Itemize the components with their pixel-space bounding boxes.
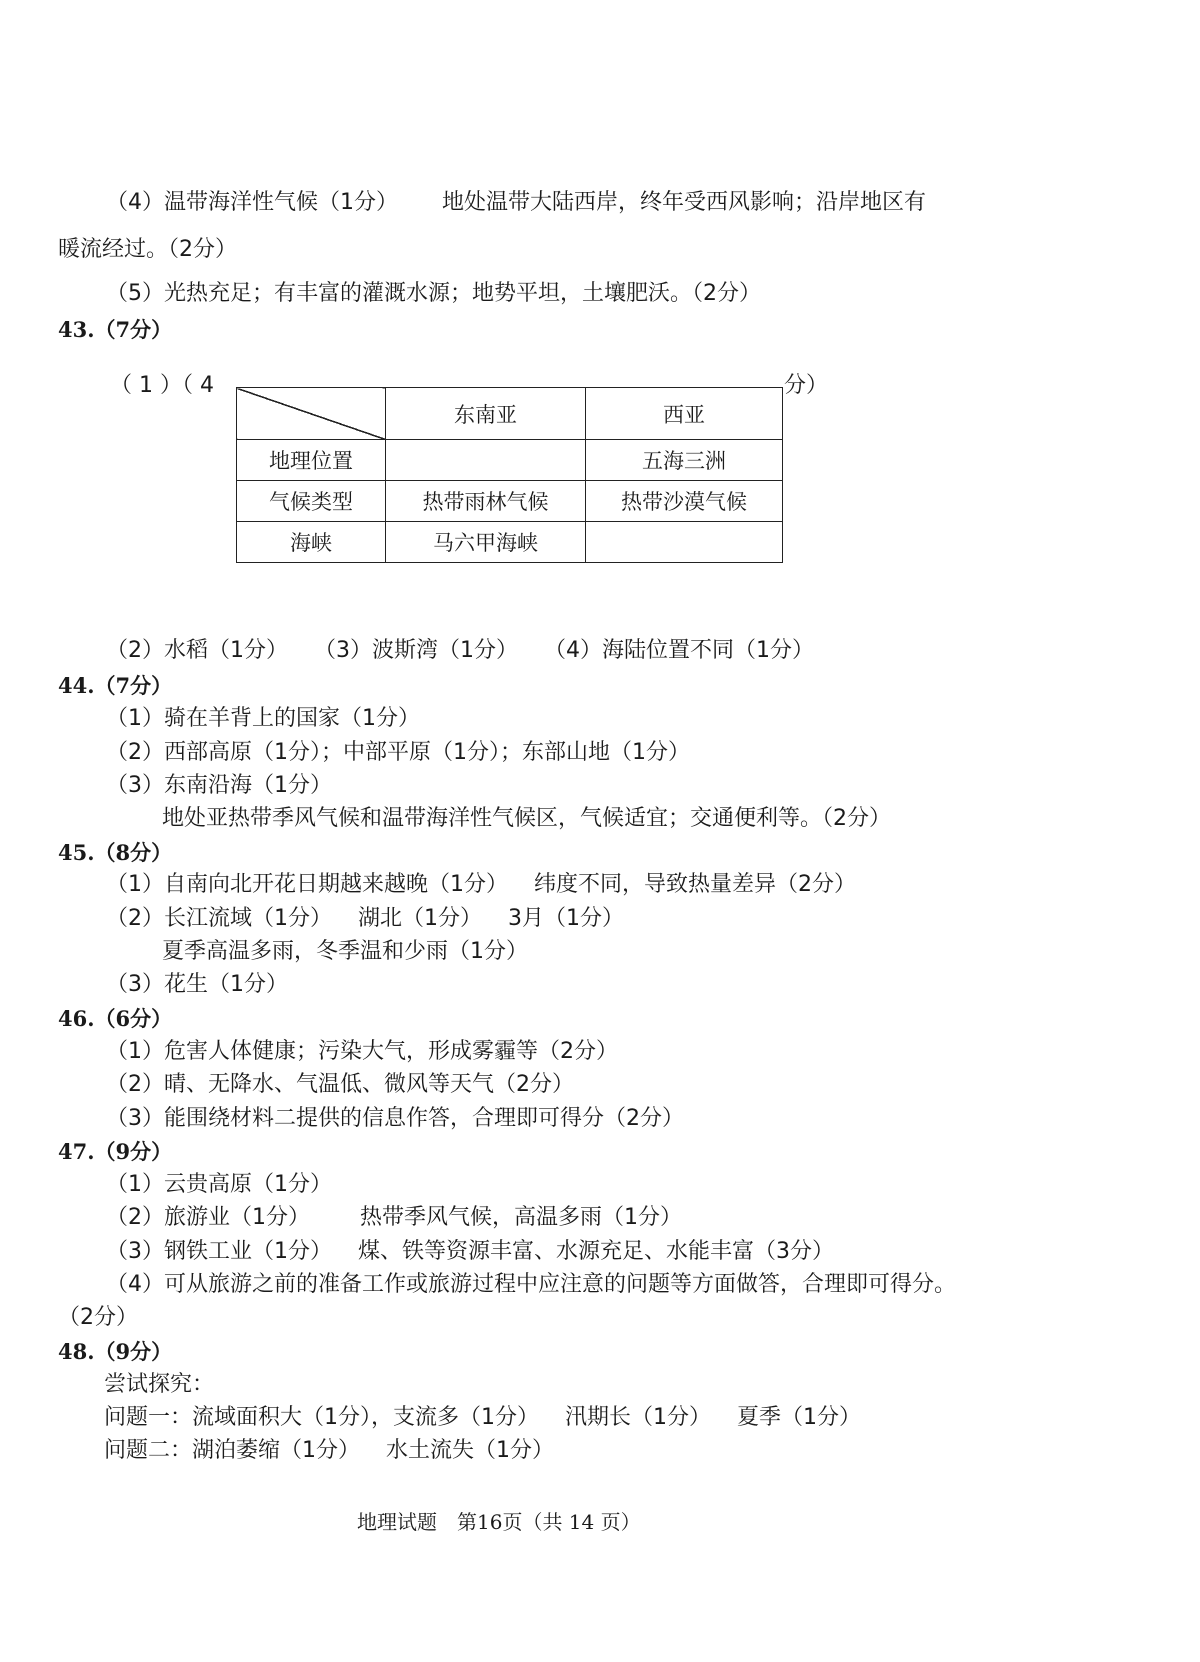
q48-heading: 48.（9分）	[58, 1339, 173, 1364]
q47-item-2	[106, 1203, 682, 1233]
table-cell	[386, 440, 586, 481]
q47-item-2-a: （2）旅游业（1分）	[106, 1205, 310, 1230]
q45-item-1-answer: （1）自南向北开花日期越来越晚（1分）	[106, 872, 508, 897]
q45-item-2	[106, 904, 624, 934]
table-cell: 热带雨林气候	[386, 481, 586, 522]
q42-item-4-reason: 地处温带大陆西岸，终年受西风影响；沿岸地区有	[442, 190, 927, 215]
q42-item-4-answer: （4）温带海洋性气候（1分）	[106, 190, 398, 215]
q44-item-2: （2）西部高原（1分）；中部平原（1分）；东部山地（1分）	[106, 740, 690, 765]
q47-item-4-score: （2分）	[58, 1305, 138, 1330]
q48-question-1-b: 汛期长（1分）	[565, 1405, 711, 1430]
q43-heading: 43.（7分）	[58, 317, 173, 342]
q43-item-3: （3）波斯湾（1分）	[314, 638, 518, 663]
q48-question-2	[104, 1436, 554, 1466]
q43-items-2-4	[106, 636, 814, 666]
q42-item-4-continued: 暖流经过。（2分）	[58, 237, 237, 262]
q46-heading: 46.（6分）	[58, 1006, 173, 1031]
q47-item-4: （4）可从旅游之前的准备工作或旅游过程中应注意的问题等方面做答，合理即可得分。	[106, 1272, 956, 1297]
table-row	[237, 522, 783, 563]
q48-question-1-a: 问题一：流域面积大（1分），支流多（1分）	[104, 1405, 539, 1430]
q48-question-1-c: 夏季（1分）	[737, 1405, 861, 1430]
table-corner-cell	[237, 388, 386, 440]
table-cell: 五海三洲	[586, 440, 783, 481]
q46-item-1: （1）危害人体健康；污染大气，形成雾霾等（2分）	[106, 1039, 618, 1064]
q44-item-1: （1）骑在羊背上的国家（1分）	[106, 706, 420, 731]
q43-item-1-suffix: 分）	[784, 373, 829, 398]
table-cell	[586, 522, 783, 563]
q46-item-3: （3）能围绕材料二提供的信息作答，合理即可得分（2分）	[106, 1106, 684, 1131]
q47-item-3	[106, 1237, 834, 1267]
q47-item-3-a: （3）钢铁工业（1分）	[106, 1239, 332, 1264]
q42-item-4	[106, 188, 926, 218]
q45-item-2-b: 湖北（1分）	[358, 906, 482, 931]
q42-item-5: （5）光热充足；有丰富的灌溉水源；地势平坦，土壤肥沃。（2分）	[106, 281, 761, 306]
q43-item-1-prefix: （ 1 ）（ 4	[110, 373, 214, 398]
q45-item-1	[106, 870, 856, 900]
q48-question-2-a: 问题二：湖泊萎缩（1分）	[104, 1438, 360, 1463]
q47-item-3-b: 煤、铁等资源丰富、水源充足、水能丰富（3分）	[358, 1239, 834, 1264]
table-row-label: 地理位置	[237, 440, 386, 481]
table-cell: 热带沙漠气候	[586, 481, 783, 522]
q45-item-2-detail: 夏季高温多雨，冬季温和少雨（1分）	[162, 939, 528, 964]
table-header-row	[237, 388, 783, 440]
table-header-southeast-asia: 东南亚	[386, 388, 586, 440]
table-row	[237, 481, 783, 522]
q45-heading: 45.（8分）	[58, 840, 173, 865]
q45-item-3: （3）花生（1分）	[106, 972, 288, 997]
q46-item-2: （2）晴、无降水、气温低、微风等天气（2分）	[106, 1072, 574, 1097]
q44-item-3-detail: 地处亚热带季风气候和温带海洋性气候区，气候适宜；交通便利等。（2分）	[162, 806, 891, 831]
q45-item-1-reason: 纬度不同，导致热量差异（2分）	[534, 872, 856, 897]
q43-answer-table	[236, 387, 783, 563]
q44-heading: 44.（7分）	[58, 673, 173, 698]
table-row-label: 海峡	[237, 522, 386, 563]
table-row-label: 气候类型	[237, 481, 386, 522]
q45-item-2-a: （2）长江流域（1分）	[106, 906, 332, 931]
q48-question-1	[104, 1403, 861, 1433]
q47-item-2-b: 热带季风气候，高温多雨（1分）	[360, 1205, 682, 1230]
table-header-west-asia: 西亚	[586, 388, 783, 440]
q47-item-1: （1）云贵高原（1分）	[106, 1172, 332, 1197]
q43-item-2: （2）水稻（1分）	[106, 638, 288, 663]
q44-item-3: （3）东南沿海（1分）	[106, 773, 332, 798]
q48-intro: 尝试探究：	[104, 1372, 215, 1397]
q43-item-4: （4）海陆位置不同（1分）	[544, 638, 814, 663]
q48-question-2-b: 水土流失（1分）	[386, 1438, 554, 1463]
q45-item-2-c: 3月（1分）	[508, 906, 624, 931]
page-footer: 地理试题 第16页（共 14 页）	[357, 1510, 641, 1534]
q47-heading: 47.（9分）	[58, 1139, 173, 1164]
table-row	[237, 440, 783, 481]
table-cell: 马六甲海峡	[386, 522, 586, 563]
